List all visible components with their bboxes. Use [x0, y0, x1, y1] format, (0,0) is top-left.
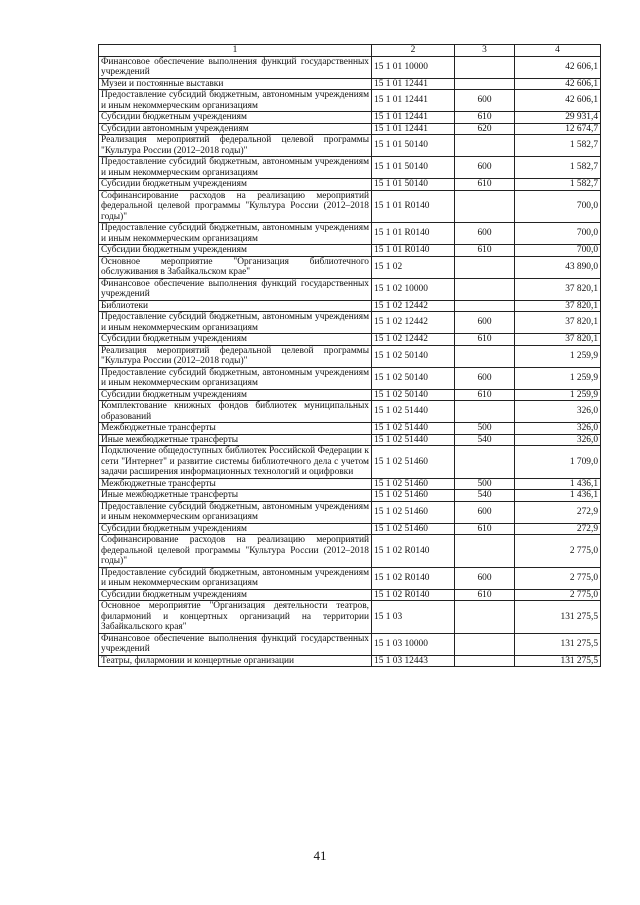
cell-name: Предоставление субсидий бюджетным, автономным учреждениям и иным некоммерческим организациям: [99, 567, 372, 589]
table-row: [99, 490, 601, 502]
cell-code: 15 1 03 12443: [372, 655, 455, 667]
cell-amount: 37 820,1: [515, 278, 601, 300]
table-row: [99, 389, 601, 401]
table-row: [99, 434, 601, 446]
cell-code: 15 1 02 51440: [372, 434, 455, 446]
table-row: [99, 401, 601, 423]
cell-amount: 272,9: [515, 523, 601, 535]
cell-amount: 1 709,0: [515, 446, 601, 479]
cell-code: 15 1 03 10000: [372, 633, 455, 655]
table-header-row: [99, 45, 601, 57]
cell-name: Музеи и постоянные выставки: [99, 78, 372, 90]
cell-name: Театры, филармонии и концертные организации: [99, 655, 372, 667]
cell-amount: 29 931,4: [515, 112, 601, 124]
cell-amount: 42 606,1: [515, 78, 601, 90]
cell-name: Субсидии бюджетным учреждениям: [99, 523, 372, 535]
cell-type: [455, 56, 515, 78]
cell-amount: 1 582,7: [515, 157, 601, 179]
cell-type: [455, 78, 515, 90]
cell-code: 15 1 01 R0140: [372, 223, 455, 245]
cell-code: 15 1 01 12441: [372, 112, 455, 124]
cell-type: 540: [455, 434, 515, 446]
cell-type: [455, 655, 515, 667]
cell-type: 610: [455, 589, 515, 601]
table-header: [99, 45, 601, 57]
cell-name: Субсидии бюджетным учреждениям: [99, 334, 372, 346]
cell-type: [455, 135, 515, 157]
cell-code: 15 1 02 51460: [372, 446, 455, 479]
table-row: [99, 179, 601, 191]
cell-code: 15 1 02 51460: [372, 478, 455, 490]
cell-name: Предоставление субсидий бюджетным, автономным учреждениям и иным некоммерческим организациям: [99, 501, 372, 523]
table-row: [99, 190, 601, 223]
cell-name: Межбюджетные трансферты: [99, 423, 372, 435]
cell-name: Предоставление субсидий бюджетным, автономным учреждениям и иным некоммерческим организациям: [99, 312, 372, 334]
cell-amount: 326,0: [515, 423, 601, 435]
cell-code: 15 1 01 12441: [372, 78, 455, 90]
cell-code: 15 1 03: [372, 601, 455, 634]
cell-amount: 43 890,0: [515, 256, 601, 278]
cell-type: 610: [455, 523, 515, 535]
table-row: [99, 501, 601, 523]
cell-code: 15 1 01 50140: [372, 179, 455, 191]
header-col-3: 3: [455, 45, 515, 57]
cell-name: Софинансирование расходов на реализацию мероприятий федеральной целевой программы "Культура России (2012–2018 годы)": [99, 190, 372, 223]
cell-name: Основное мероприятие "Организация деятельности театров, филармоний и концертных организаций на территории Забайкальского края": [99, 601, 372, 634]
cell-name: Предоставление субсидий бюджетным, автономным учреждениям и иным некоммерческим организациям: [99, 157, 372, 179]
table-row: [99, 78, 601, 90]
cell-code: 15 1 02 51460: [372, 523, 455, 535]
cell-type: [455, 446, 515, 479]
cell-amount: 700,0: [515, 223, 601, 245]
cell-type: 600: [455, 223, 515, 245]
cell-amount: 12 674,7: [515, 123, 601, 135]
table-row: [99, 245, 601, 257]
table-row: [99, 123, 601, 135]
table-row: [99, 523, 601, 535]
table-row: [99, 56, 601, 78]
cell-code: 15 1 02: [372, 256, 455, 278]
cell-code: 15 1 02 50140: [372, 367, 455, 389]
table-row: [99, 345, 601, 367]
table-row: [99, 300, 601, 312]
table-row: [99, 135, 601, 157]
table-row: [99, 112, 601, 124]
table-row: [99, 601, 601, 634]
cell-type: 610: [455, 245, 515, 257]
cell-name: Библиотеки: [99, 300, 372, 312]
cell-name: Субсидии бюджетным учреждениям: [99, 245, 372, 257]
table-row: [99, 367, 601, 389]
table-row: [99, 223, 601, 245]
cell-amount: 1 436,1: [515, 478, 601, 490]
table-row: [99, 589, 601, 601]
cell-name: Иные межбюджетные трансферты: [99, 490, 372, 502]
cell-name: Предоставление субсидий бюджетным, автономным учреждениям и иным некоммерческим организациям: [99, 367, 372, 389]
cell-code: 15 1 01 R0140: [372, 190, 455, 223]
cell-code: 15 1 02 R0140: [372, 535, 455, 568]
cell-name: Межбюджетные трансферты: [99, 478, 372, 490]
cell-amount: 131 275,5: [515, 601, 601, 634]
cell-code: 15 1 01 R0140: [372, 245, 455, 257]
cell-code: 15 1 02 R0140: [372, 567, 455, 589]
cell-name: Финансовое обеспечение выполнения функций государственных учреждений: [99, 633, 372, 655]
table-row: [99, 312, 601, 334]
cell-code: 15 1 02 51460: [372, 490, 455, 502]
cell-type: [455, 300, 515, 312]
cell-code: 15 1 01 50140: [372, 157, 455, 179]
cell-name: Предоставление субсидий бюджетным, автономным учреждениям и иным некоммерческим организациям: [99, 90, 372, 112]
cell-code: 15 1 02 10000: [372, 278, 455, 300]
cell-code: 15 1 01 12441: [372, 90, 455, 112]
cell-type: 610: [455, 179, 515, 191]
cell-name: Финансовое обеспечение выполнения функций государственных учреждений: [99, 278, 372, 300]
cell-amount: 1 259,9: [515, 367, 601, 389]
table-row: [99, 535, 601, 568]
cell-amount: 1 436,1: [515, 490, 601, 502]
cell-amount: 2 775,0: [515, 589, 601, 601]
cell-code: 15 1 01 10000: [372, 56, 455, 78]
cell-amount: 131 275,5: [515, 655, 601, 667]
cell-type: 610: [455, 334, 515, 346]
cell-code: 15 1 02 51440: [372, 401, 455, 423]
header-col-2: 2: [372, 45, 455, 57]
cell-code: 15 1 02 12442: [372, 334, 455, 346]
cell-code: 15 1 02 50140: [372, 345, 455, 367]
cell-name: Реализация мероприятий федеральной целевой программы "Культура России (2012–2018 годы)": [99, 135, 372, 157]
cell-amount: 37 820,1: [515, 312, 601, 334]
cell-code: 15 1 02 50140: [372, 389, 455, 401]
table-row: [99, 334, 601, 346]
cell-type: [455, 190, 515, 223]
table-row: [99, 90, 601, 112]
cell-type: 610: [455, 389, 515, 401]
cell-name: Реализация мероприятий федеральной целевой программы "Культура России (2012–2018 годы)": [99, 345, 372, 367]
cell-code: 15 1 01 12441: [372, 123, 455, 135]
cell-type: [455, 345, 515, 367]
cell-amount: 700,0: [515, 190, 601, 223]
cell-type: 600: [455, 367, 515, 389]
cell-type: [455, 633, 515, 655]
cell-type: 620: [455, 123, 515, 135]
cell-name: Субсидии бюджетным учреждениям: [99, 389, 372, 401]
cell-type: [455, 401, 515, 423]
cell-amount: 1 259,9: [515, 345, 601, 367]
cell-code: 15 1 02 R0140: [372, 589, 455, 601]
cell-code: 15 1 02 51440: [372, 423, 455, 435]
budget-table: [98, 44, 601, 667]
cell-amount: 42 606,1: [515, 90, 601, 112]
cell-name: Предоставление субсидий бюджетным, автономным учреждениям и иным некоммерческим организациям: [99, 223, 372, 245]
header-col-1: 1: [99, 45, 372, 57]
cell-amount: 2 775,0: [515, 567, 601, 589]
cell-type: 600: [455, 312, 515, 334]
table-row: [99, 633, 601, 655]
cell-type: [455, 256, 515, 278]
cell-name: Субсидии бюджетным учреждениям: [99, 112, 372, 124]
cell-amount: 700,0: [515, 245, 601, 257]
table-row: [99, 567, 601, 589]
cell-code: 15 1 02 12442: [372, 312, 455, 334]
cell-amount: 37 820,1: [515, 334, 601, 346]
cell-name: Субсидии бюджетным учреждениям: [99, 589, 372, 601]
cell-type: 500: [455, 423, 515, 435]
table-row: [99, 256, 601, 278]
table-row: [99, 478, 601, 490]
cell-amount: 1 259,9: [515, 389, 601, 401]
cell-type: 600: [455, 501, 515, 523]
cell-type: 600: [455, 90, 515, 112]
cell-code: 15 1 02 12442: [372, 300, 455, 312]
cell-amount: 1 582,7: [515, 179, 601, 191]
cell-type: 610: [455, 112, 515, 124]
cell-type: 600: [455, 157, 515, 179]
cell-name: Основное мероприятие "Организация библиотечного обслуживания в Забайкальском крае": [99, 256, 372, 278]
table-body: [99, 56, 601, 667]
cell-name: Комплектование книжных фондов библиотек муниципальных образований: [99, 401, 372, 423]
cell-code: 15 1 01 50140: [372, 135, 455, 157]
cell-amount: 37 820,1: [515, 300, 601, 312]
table-row: [99, 423, 601, 435]
cell-amount: 131 275,5: [515, 633, 601, 655]
cell-type: [455, 535, 515, 568]
cell-type: 600: [455, 567, 515, 589]
cell-code: 15 1 02 51460: [372, 501, 455, 523]
table-row: [99, 655, 601, 667]
cell-amount: 2 775,0: [515, 535, 601, 568]
cell-amount: 326,0: [515, 434, 601, 446]
cell-type: 500: [455, 478, 515, 490]
cell-amount: 1 582,7: [515, 135, 601, 157]
cell-name: Иные межбюджетные трансферты: [99, 434, 372, 446]
page-number: 41: [313, 848, 327, 863]
table-row: [99, 157, 601, 179]
cell-amount: 272,9: [515, 501, 601, 523]
cell-name: Субсидии бюджетным учреждениям: [99, 179, 372, 191]
cell-type: [455, 278, 515, 300]
cell-name: Финансовое обеспечение выполнения функций государственных учреждений: [99, 56, 372, 78]
cell-name: Софинансирование расходов на реализацию мероприятий федеральной целевой программы "Культура России (2012–2018 годы)": [99, 535, 372, 568]
cell-name: Субсидии автономным учреждениям: [99, 123, 372, 135]
cell-type: 540: [455, 490, 515, 502]
table-row: [99, 446, 601, 479]
cell-name: Подключение общедоступных библиотек Российской Федерации к сети "Интернет" и развитие системы библиотечного дела с учетом задачи расширения информационных технологий и оцифровки: [99, 446, 372, 479]
cell-type: [455, 601, 515, 634]
table-row: [99, 278, 601, 300]
cell-amount: 326,0: [515, 401, 601, 423]
cell-amount: 42 606,1: [515, 56, 601, 78]
header-col-4: 4: [515, 45, 601, 57]
